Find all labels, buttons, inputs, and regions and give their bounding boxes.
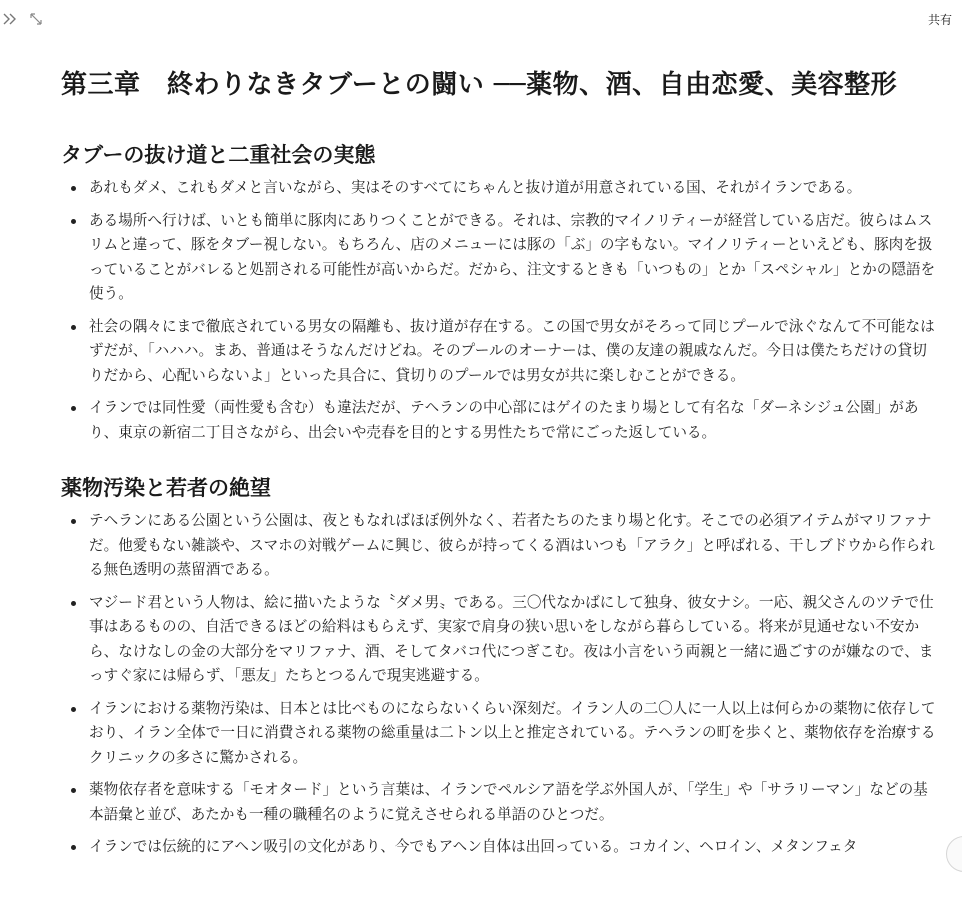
list-item: あれもダメ、これもダメと言いながら、実はそのすべてにちゃんと抜け道が用意されている国、それがイランである。 [61,176,941,201]
double-chevron-right-icon[interactable] [1,10,19,28]
side-panel-handle[interactable] [946,836,962,872]
section-drug-pollution [61,473,941,860]
list-item: 薬物依存者を意味する「モオタード」という言葉は、イランでペルシア語を学ぶ外国人が、「学生」や「サラリーマン」などの基本語彙と並び、あたかも一種の職種名のように覚えさせられる単語のひとつだ。 [61,778,941,827]
chapter-title: 第三章 終わりなきタブーとの闘い ──薬物、酒、自由恋愛、美容整形 [61,70,898,100]
list-item: マジード君という人物は、絵に描いたような〝ダメ男〟である。三〇代なかばにして独身、彼女ナシ。一応、親父さんのツテで仕事はあるものの、自活できるほどの給料はもらえず、実家で肩身の狭い思いをしながら暮らしている。将来が見通せない不安から、なけなしの金の大部分をマリファナ、酒、そしてタバコ代につぎこむ。夜は小言をいう両親と一緒に過ごすのが嫌なので、まっすぐ家には帰らず、「悪友」たちとつるんで現実逃避する。 [61,591,941,689]
share-button[interactable]: 共有 [927,13,952,27]
section-heading: 薬物汚染と若者の絶望 [61,476,271,500]
document-content [61,66,941,868]
list-item: ある場所へ行けば、いとも簡単に豚肉にありつくことができる。それは、宗教的マイノリティーが経営している店だ。彼らはムスリムと違って、豚をタブー視しない。もちろん、店のメニューには豚の「ぶ」の字もない。マイノリティーといえども、豚肉を扱っていることがバレると処罰される可能性が高いからだ。だから、注文するときも「いつもの」とか「スペシャル」とかの隠語を使う。 [61,209,941,307]
resize-diagonal-icon[interactable] [27,10,45,28]
double-chevron-right-icon-graphic [2,12,18,26]
list-item: 社会の隅々にまで徹底されている男女の隔離も、抜け道が存在する。この国で男女がそろって同じプールで泳ぐなんて不可能なはずだが、「ハハハ。まあ、普通はそうなんだけどね。そのプールのオーナーは、僕の友達の親戚なんだ。今日は僕たちだけの貸切りだから、心配いらないよ」といった具合に、貸切りのプールでは男女が共に楽しむことができる。 [61,315,941,389]
list-item: イランにおける薬物汚染は、日本とは比べものにならないくらい深刻だ。イラン人の二〇人に一人以上は何らかの薬物に依存しており、イラン全体で一日に消費される薬物の総重量は二トン以上と推定されている。テヘランの町を歩くと、薬物依存を治療するクリニックの多さに驚かされる。 [61,697,941,771]
section-heading: タブーの抜け道と二重社会の実態 [61,143,376,167]
list-item: イランでは伝統的にアヘン吸引の文化があり、今でもアヘン自体は出回っている。コカイン、ヘロイン、メタンフェタ [61,835,941,860]
section-taboo-loopholes [61,140,941,445]
list-item: イランでは同性愛（両性愛も含む）も違法だが、テヘランの中心部にはゲイのたまり場として有名な「ダーネシジュ公園」があり、東京の新宿二丁目さながら、出会いや売春を目的とする男性たちで常にごった返している。 [61,396,941,445]
resize-diagonal-icon-graphic [29,12,43,26]
bullet-list [61,509,941,860]
list-item: テヘランにある公園という公園は、夜ともなればほぼ例外なく、若者たちのたまり場と化す。そこでの必須アイテムがマリファナだ。他愛もない雑談や、スマホの対戦ゲームに興じ、彼らが持ってくる酒はいつも「アラク」と呼ばれる、干しブドウから作られる無色透明の蒸留酒である。 [61,509,941,583]
bullet-list [61,176,941,445]
top-toolbar [0,0,962,40]
